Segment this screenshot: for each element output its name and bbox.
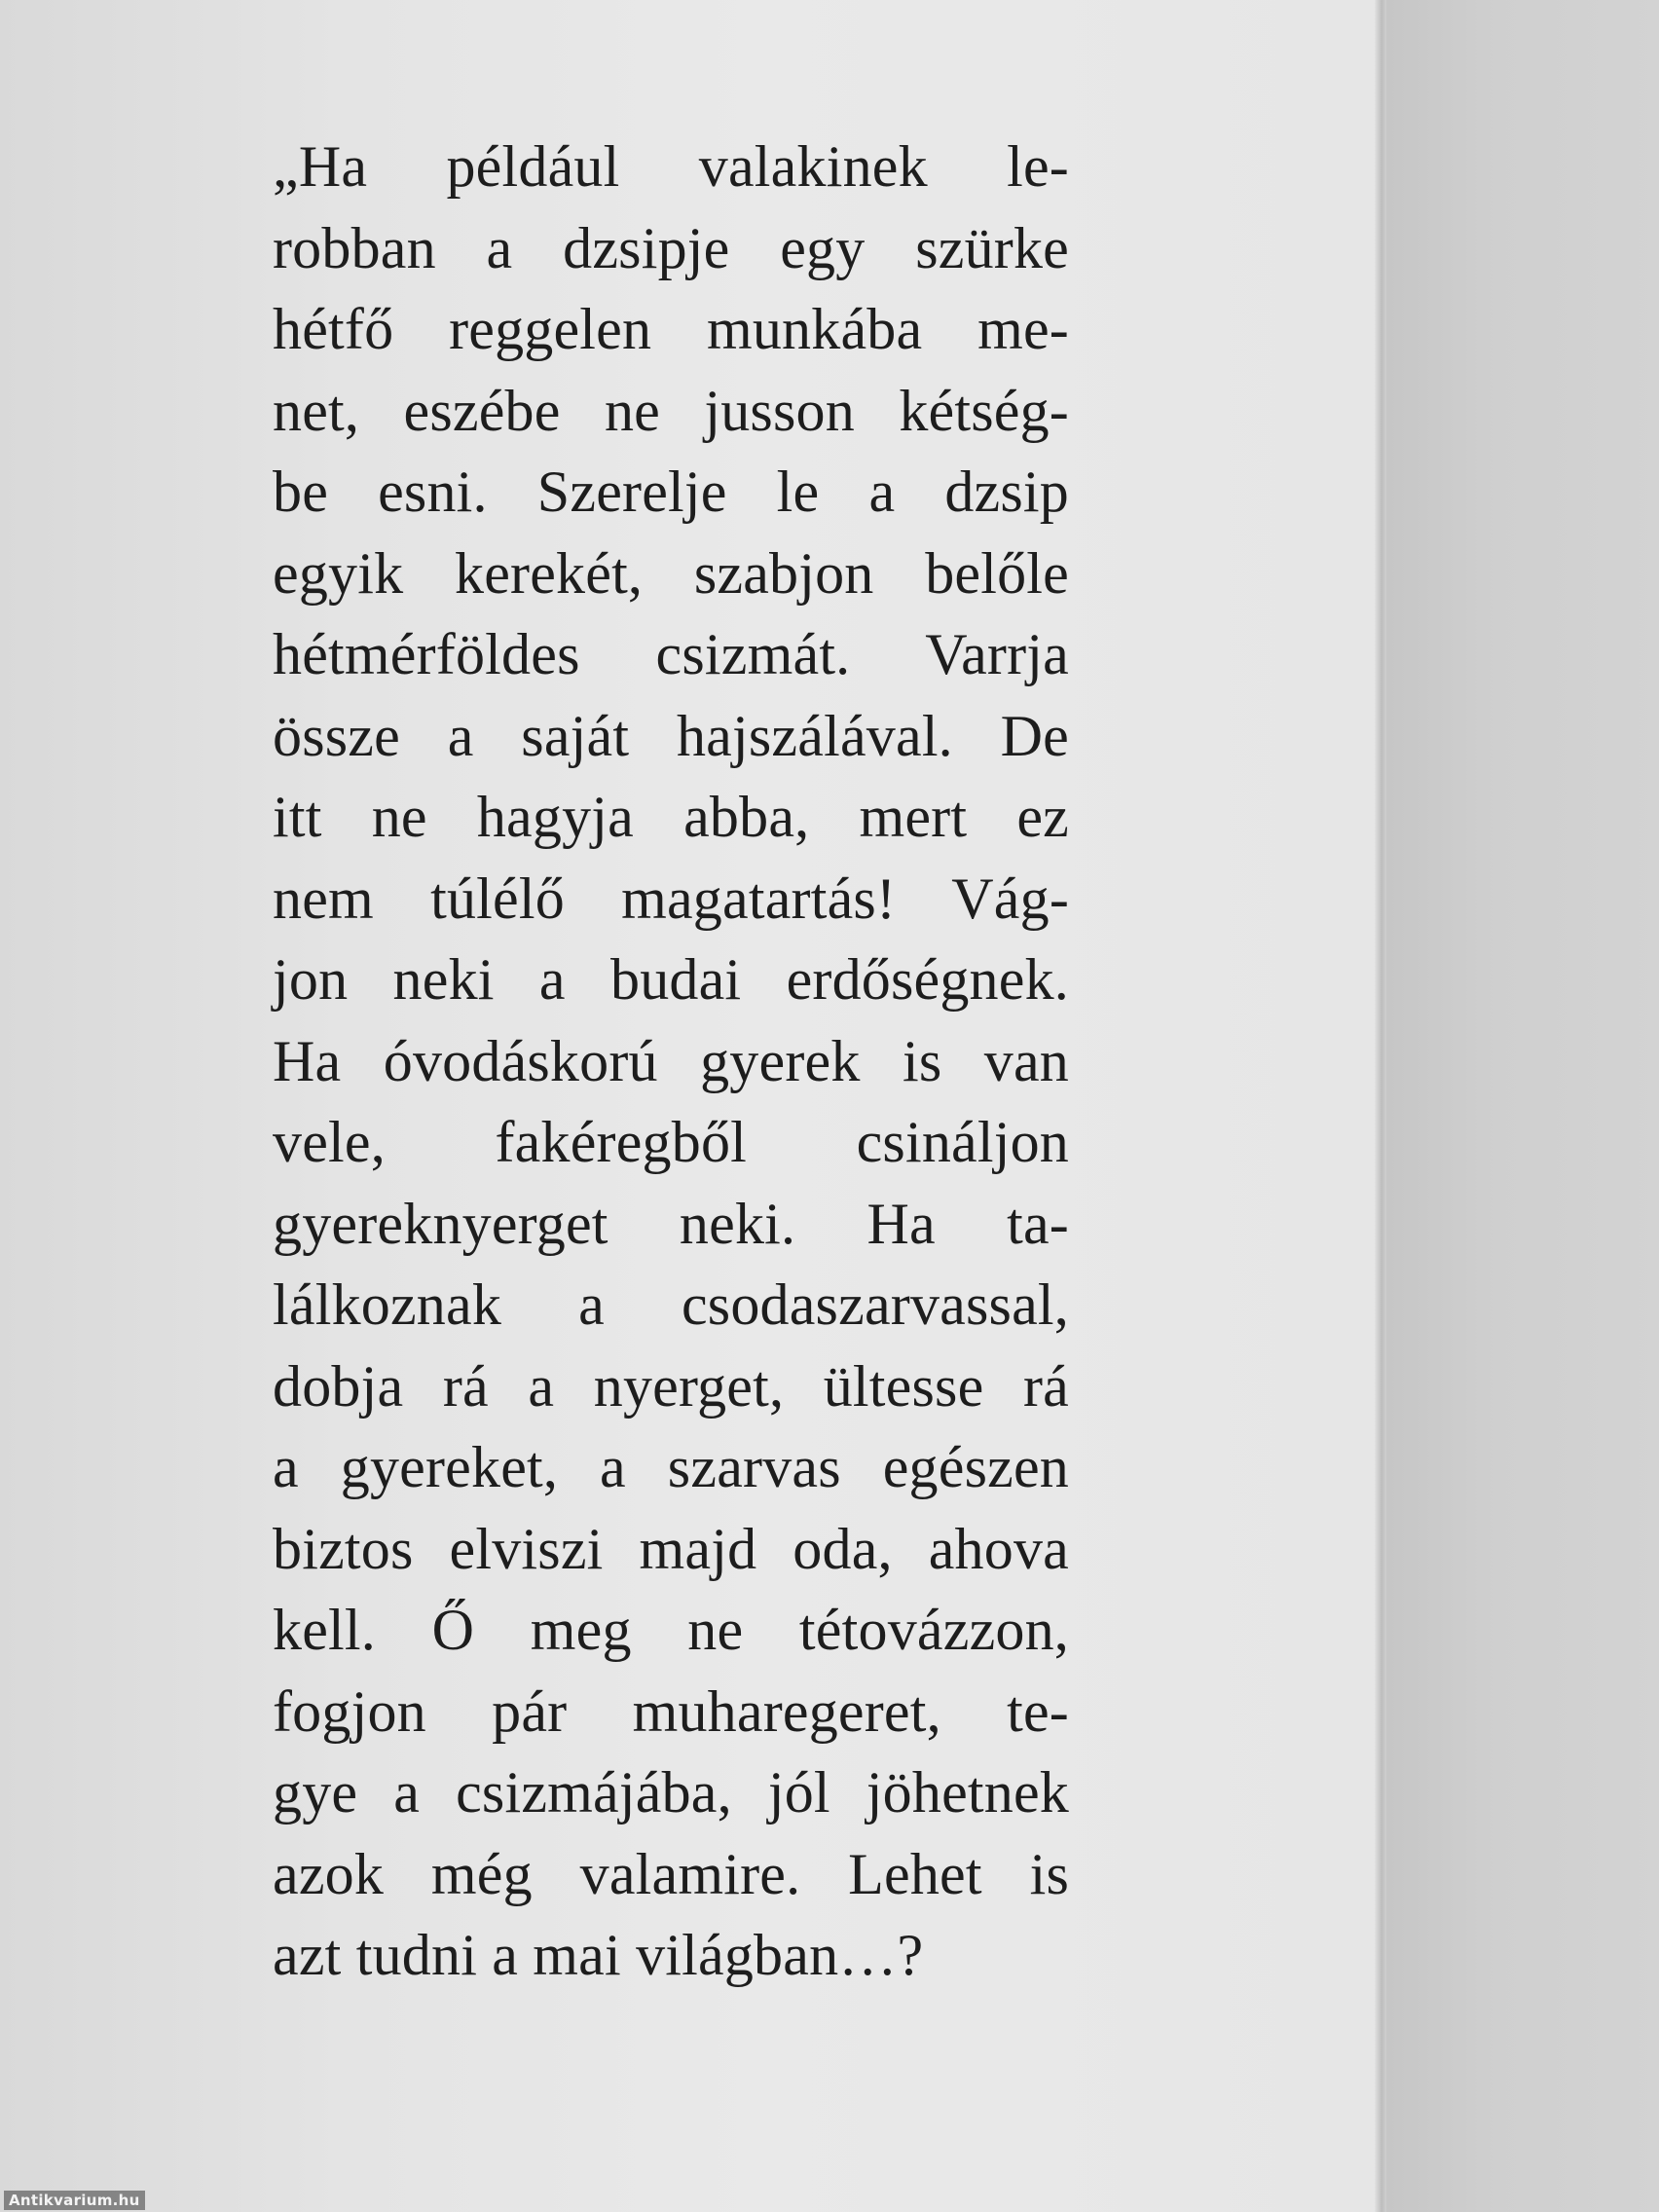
text-line: itt ne hagyja abba, mert ez <box>273 785 1069 849</box>
text-line: net, eszébe ne jusson kétség- <box>273 378 1069 443</box>
text-line: jon neki a budai erdőségnek. <box>273 947 1069 1012</box>
text-line: Ha óvodáskorú gyerek is van <box>273 1028 1069 1093</box>
text-line: fogjon pár muharegeret, te- <box>273 1678 1069 1744</box>
text-line: „Ha például valakinek le- <box>273 134 1069 199</box>
text-line: azok még valamire. Lehet is <box>273 1841 1069 1906</box>
text-line: kell. Ő meg ne tétovázzon, <box>273 1598 1069 1662</box>
page-gutter-shadow <box>1375 0 1386 2212</box>
text-line: lálkoznak a csodaszarvassal, <box>273 1272 1069 1337</box>
text-line: be esni. Szerelje le a dzsip <box>273 460 1069 524</box>
text-line: azt tudni a mai világban…? <box>273 1923 924 1987</box>
text-line: hétfő reggelen munkába me- <box>273 297 1069 361</box>
text-line: össze a saját hajszálával. De <box>273 703 1069 768</box>
text-line: nem túlélő magatartás! Vág- <box>273 866 1069 931</box>
text-line: robban a dzsipje egy szürke <box>273 215 1069 280</box>
adjacent-page-edge <box>1386 0 1659 2212</box>
watermark: Antikvarium.hu <box>4 2191 145 2210</box>
text-line: vele, fakéregből csináljon <box>273 1110 1069 1174</box>
text-line: biztos elviszi majd oda, ahova <box>273 1516 1069 1581</box>
text-line: gyereknyerget neki. Ha ta- <box>273 1191 1069 1256</box>
text-line: dobja rá a nyerget, ültesse rá <box>273 1353 1069 1419</box>
text-line: gye a csizmájába, jól jöhetnek <box>273 1760 1069 1825</box>
text-line: hétmérföldes csizmát. Varrja <box>273 622 1069 686</box>
text-line: egyik kerekét, szabjon belőle <box>273 540 1069 606</box>
text-line: a gyereket, a szarvas egészen <box>273 1435 1069 1499</box>
body-text <box>273 127 1069 1997</box>
